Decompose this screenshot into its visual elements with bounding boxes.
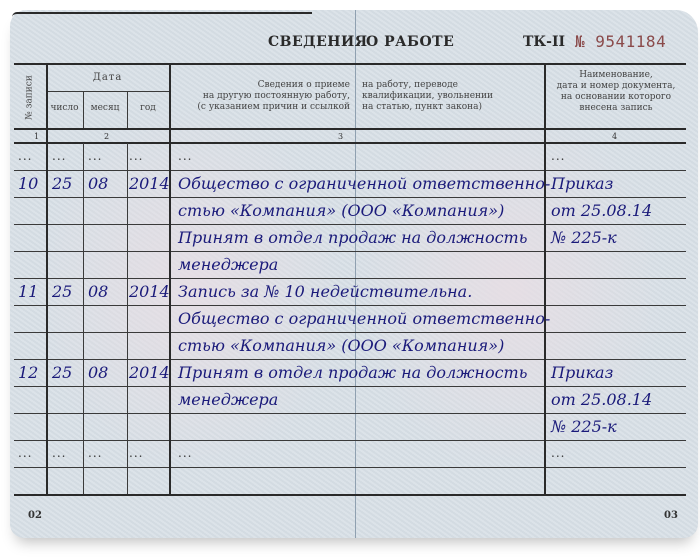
cell-month: 08 — [88, 363, 109, 382]
header-document-line4: внесена запись — [579, 103, 653, 113]
row-divider — [14, 170, 686, 171]
cell-no: 10 — [18, 174, 39, 193]
cell-info: Общество с ограниченной ответственно- — [178, 174, 551, 193]
page-title-left: СВЕДЕНИЯ — [268, 34, 368, 50]
cell-info: стью «Компания» (ООО «Компания») — [178, 201, 505, 220]
cell-doc: ... — [551, 149, 566, 163]
row-divider — [14, 251, 686, 252]
cell-doc: от 25.08.14 — [551, 201, 653, 220]
cell-day: 25 — [52, 282, 73, 301]
column-number-4: 4 — [612, 132, 618, 141]
col-divider-4 — [169, 63, 171, 494]
column-number-2: 2 — [104, 132, 110, 141]
page-title-right: О РАБОТЕ — [366, 34, 455, 50]
row-divider — [14, 467, 686, 468]
cell-month: 08 — [88, 282, 109, 301]
cell-doc: ... — [551, 446, 566, 460]
series-label: ТК-II — [523, 34, 566, 50]
header-document-line2: дата и номер документа, — [556, 81, 676, 91]
cell-info: Общество с ограниченной ответственно- — [178, 309, 551, 328]
col-divider-1 — [46, 63, 48, 494]
row-divider — [14, 332, 686, 333]
header-info-left-line2: на другую постоянную работу, — [202, 91, 350, 101]
cell-info: Запись за № 10 недействительна. — [178, 282, 473, 301]
cell-info: менеджера — [178, 390, 279, 409]
cell-month: ... — [88, 149, 103, 163]
row-divider — [14, 413, 686, 414]
column-number-3: 3 — [338, 132, 344, 141]
header-info-left-line1: Сведения о приеме — [257, 80, 350, 90]
cell-year: 2014 — [129, 282, 170, 301]
header-month: месяц — [90, 103, 120, 113]
cell-doc: от 25.08.14 — [551, 390, 653, 409]
header-document-line1: Наименование, — [579, 70, 653, 80]
row-divider — [14, 278, 686, 279]
header-info-right-line1: на работу, переводе — [362, 80, 458, 90]
header-document — [546, 70, 686, 114]
header-info-right — [362, 80, 540, 113]
cell-day: 25 — [52, 363, 73, 382]
col-divider-5 — [544, 63, 546, 494]
page-number-left: 02 — [28, 510, 42, 521]
row-divider — [14, 305, 686, 306]
cell-info: ... — [178, 149, 193, 163]
cell-day: 25 — [52, 174, 73, 193]
header-document-line3: на основании которого — [560, 92, 672, 102]
col-divider-3 — [127, 143, 128, 494]
header-record-no — [14, 70, 46, 126]
cell-info: ... — [178, 446, 193, 460]
header-info-right-line3: на статью, пункт закона) — [362, 102, 482, 112]
table-bottom-border — [14, 494, 686, 496]
cell-day: ... — [52, 149, 67, 163]
cell-no: ... — [18, 446, 33, 460]
header-info-right-line2: квалификации, увольнении — [362, 91, 494, 101]
cell-month: ... — [88, 446, 103, 460]
col-divider-2 — [83, 143, 84, 494]
row-divider — [14, 224, 686, 225]
date-header-divider — [46, 91, 169, 92]
cell-month: 08 — [88, 174, 109, 193]
cell-year: ... — [129, 446, 144, 460]
row-divider — [14, 359, 686, 360]
header-info-left — [172, 80, 350, 113]
book-spine — [355, 10, 356, 538]
cell-info: менеджера — [178, 255, 279, 274]
serial-number: № 9541184 — [575, 32, 667, 51]
cell-year: 2014 — [129, 174, 170, 193]
row-divider — [14, 386, 686, 387]
cell-doc: Приказ — [551, 363, 614, 382]
table-top-border — [14, 63, 686, 65]
cell-year: 2014 — [129, 363, 170, 382]
cell-no: 11 — [18, 282, 39, 301]
header-record-no-text: № записи — [24, 75, 35, 120]
cell-info: стью «Компания» (ООО «Компания») — [178, 336, 505, 355]
cell-doc: № 225-к — [551, 417, 617, 436]
cell-doc: Приказ — [551, 174, 614, 193]
row-divider — [14, 197, 686, 198]
row-divider — [14, 440, 686, 441]
header-bottom-border — [14, 128, 686, 130]
cell-year: ... — [129, 149, 144, 163]
cell-info: Принят в отдел продаж на должность — [178, 228, 528, 247]
header-year: год — [140, 103, 156, 113]
cell-doc: № 225-к — [551, 228, 617, 247]
page-number-right: 03 — [664, 510, 678, 521]
cell-day: ... — [52, 446, 67, 460]
page-edge — [12, 12, 312, 17]
column-number-border — [14, 142, 686, 144]
column-number-1: 1 — [34, 132, 40, 141]
header-info-left-line3: (с указанием причин и ссылкой — [197, 102, 350, 112]
header-day: число — [50, 103, 79, 113]
cell-no: ... — [18, 149, 33, 163]
cell-info: Принят в отдел продаж на должность — [178, 363, 528, 382]
cell-no: 12 — [18, 363, 39, 382]
header-date: Дата — [92, 72, 123, 83]
